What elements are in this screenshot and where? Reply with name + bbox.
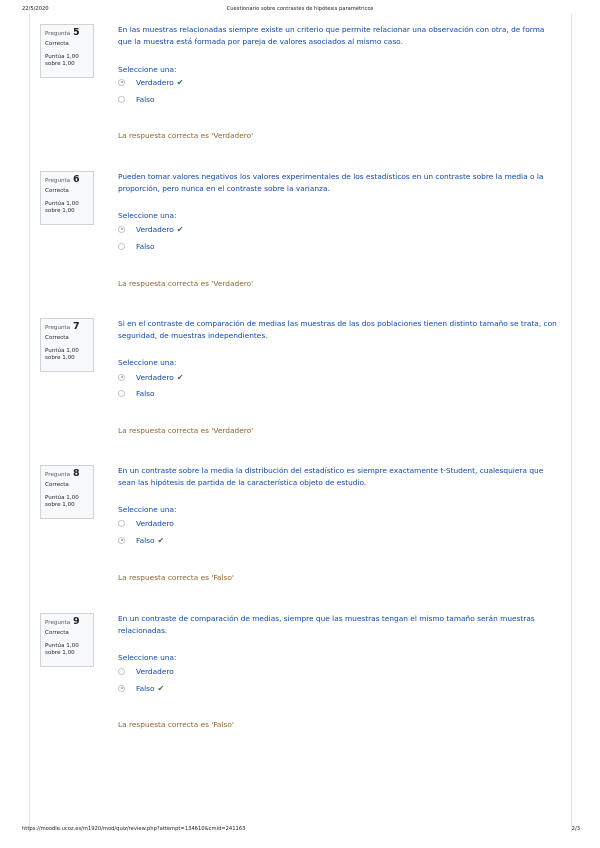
radio-unchecked[interactable] — [118, 243, 125, 250]
option-verdadero[interactable] — [118, 518, 174, 528]
question-number: 6 — [72, 174, 80, 185]
option-label: Falso — [136, 388, 155, 398]
option-verdadero[interactable] — [118, 372, 184, 382]
print-footer — [0, 826, 600, 836]
option-falso[interactable] — [118, 683, 164, 693]
question-number: 8 — [72, 468, 80, 479]
radio-checked[interactable] — [118, 374, 125, 381]
option-label: Falso — [136, 683, 155, 693]
question-grade-line2: sobre 1,00 — [45, 355, 75, 361]
question-grade-line1: Puntúa 1,00 — [45, 495, 79, 501]
radio-unchecked[interactable] — [118, 668, 125, 675]
check-icon: ✔ — [176, 77, 184, 87]
question-grade-line2: sobre 1,00 — [45, 502, 75, 508]
answer-prompt: Seleccione una: — [118, 505, 177, 514]
radio-checked[interactable] — [118, 79, 125, 86]
right-answer: La respuesta correcta es 'Falso' — [118, 720, 234, 729]
right-answer: La respuesta correcta es 'Falso' — [118, 573, 234, 582]
question-grade-line1: Puntúa 1,00 — [45, 201, 79, 207]
option-label: Verdadero — [136, 518, 174, 528]
check-icon: ✔ — [176, 224, 184, 234]
check-icon: ✔ — [157, 683, 165, 693]
question-label: Pregunta — [45, 620, 71, 626]
question-state: Correcta — [45, 482, 69, 488]
print-page-number: 2/3 — [571, 826, 580, 832]
question-label: Pregunta — [45, 325, 71, 331]
right-answer: La respuesta correcta es 'Verdadero' — [118, 426, 254, 435]
option-falso[interactable] — [118, 388, 155, 398]
option-label: Verdadero — [136, 372, 174, 382]
option-label: Falso — [136, 535, 155, 545]
print-date: 22/5/2020 — [22, 6, 49, 12]
question-text: En un contraste de comparación de medias, siempre que las muestras tengan el mismo tamaño serán muestras relacionadas. — [118, 614, 535, 635]
radio-unchecked[interactable] — [118, 390, 125, 397]
question-label: Pregunta — [45, 31, 71, 37]
question-info — [40, 465, 94, 519]
question-grade-line2: sobre 1,00 — [45, 208, 75, 214]
question-info — [40, 171, 94, 225]
right-answer: La respuesta correcta es 'Verdadero' — [118, 279, 254, 288]
answer-prompt: Seleccione una: — [118, 358, 177, 367]
radio-checked[interactable] — [118, 685, 125, 692]
question-info — [40, 24, 94, 78]
question-grade-line1: Puntúa 1,00 — [45, 54, 79, 60]
print-title: Cuestionario sobre contrastes de hipótesis paramétricos — [226, 6, 374, 12]
question-text: En las muestras relacionadas siempre existe un criterio que permite relacionar una observación con otra, de forma que la muestra está formada por pareja de valores asociados al mismo caso. — [118, 25, 545, 46]
option-label: Falso — [136, 94, 155, 104]
question-grade-line1: Puntúa 1,00 — [45, 348, 79, 354]
answer-prompt: Seleccione una: — [118, 65, 177, 74]
question-grade-line2: sobre 1,00 — [45, 650, 75, 656]
question-info — [40, 613, 94, 667]
option-verdadero[interactable] — [118, 224, 184, 234]
question-label: Pregunta — [45, 178, 71, 184]
answer-prompt: Seleccione una: — [118, 653, 177, 662]
question-grade-line1: Puntúa 1,00 — [45, 643, 79, 649]
print-url: https://moodle.ucoz.es/m1920/mod/quiz/review.php?attempt=134610&cmid=241163 — [22, 826, 246, 832]
radio-unchecked[interactable] — [118, 96, 125, 103]
option-falso[interactable] — [118, 241, 155, 251]
question-state: Correcta — [45, 335, 69, 341]
radio-checked[interactable] — [118, 226, 125, 233]
page-frame — [29, 14, 572, 832]
radio-checked[interactable] — [118, 537, 125, 544]
check-icon: ✔ — [157, 535, 165, 545]
question-text: En un contraste sobre la media la distribución del estadístico es siempre exactamente t-Student, cualesquiera que sean las hipótesis de partida de la característica objeto de estudio. — [118, 466, 544, 487]
question-label: Pregunta — [45, 472, 71, 478]
question-info — [40, 318, 94, 372]
option-falso[interactable] — [118, 535, 164, 545]
option-label: Verdadero — [136, 224, 174, 234]
option-falso[interactable] — [118, 94, 155, 104]
radio-unchecked[interactable] — [118, 520, 125, 527]
question-state: Correcta — [45, 188, 69, 194]
question-grade-line2: sobre 1,00 — [45, 61, 75, 67]
option-label: Verdadero — [136, 666, 174, 676]
question-number: 5 — [72, 27, 80, 38]
question-state: Correcta — [45, 630, 69, 636]
option-label: Falso — [136, 241, 155, 251]
question-state: Correcta — [45, 41, 69, 47]
question-text: Pueden tomar valores negativos los valores experimentales de los estadísticos en un contraste sobre la media o la proporción, pero nunca en el contraste sobre la varianza. — [118, 172, 544, 193]
check-icon: ✔ — [176, 372, 184, 382]
option-verdadero[interactable] — [118, 666, 174, 676]
answer-prompt: Seleccione una: — [118, 211, 177, 220]
question-number: 9 — [72, 616, 80, 627]
option-verdadero[interactable] — [118, 77, 184, 87]
question-number: 7 — [72, 321, 80, 332]
question-text: Si en el contraste de comparación de medias las muestras de las dos poblaciones tienen distinto tamaño se trata, con seguridad, de muestras independientes. — [118, 319, 557, 340]
right-answer: La respuesta correcta es 'Verdadero' — [118, 131, 254, 140]
option-label: Verdadero — [136, 77, 174, 87]
